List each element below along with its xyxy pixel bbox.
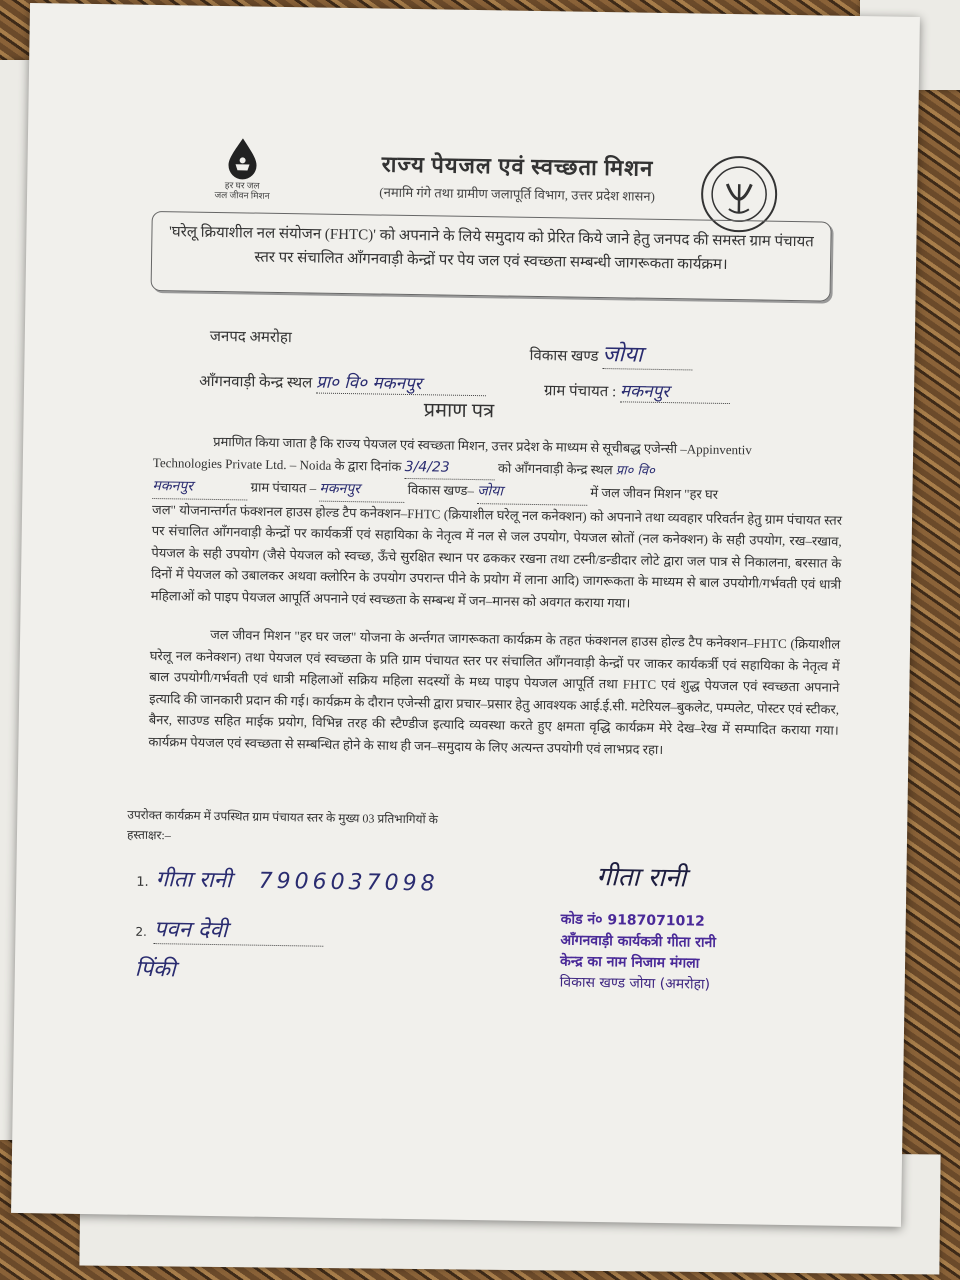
sig-number: 2.: [135, 924, 148, 939]
anganwadi-worker-signature: गीता रानी: [596, 862, 687, 894]
program-banner: 'घरेलू क्रियाशील नल संयोजन (FHTC)' को अपनाने के लिये समुदाय को प्रेरित किये जाने हेतु जनपद की समस्त ग्राम पंचायत स्तर पर संचालित आँगनवाड़ी केन्द्रों पर पेय जल एवं स्वच्छता सम्बन्धी जागरूकता कार्यक्रम।: [151, 211, 832, 302]
anganwadi-field: [199, 368, 486, 397]
para1-text: में जल जीवन मिशन "हर घर: [590, 484, 719, 502]
gram-panchayat-field: [544, 377, 730, 404]
certificate-paragraph-2: [148, 623, 840, 763]
para1-text: Technologies Private Ltd. – Noida के द्वारा दिनांक: [152, 454, 402, 474]
vikas-khand-label: विकास खण्ड: [529, 347, 599, 365]
para2-text: जल जीवन मिशन "हर घर जल" योजना के अर्न्तगत जागरूकता कार्यक्रम के तहत फंक्शनल हाउस होल्ड टैप कनेक्शन–FHTC (क्रियाशील घरेलू नल कनेक्शन) तथा पेयजल एवं स्वच्छता के प्रति ग्राम पंचायत स्तर पर संचालित आँगनवाड़ी केन्द्रों पर जाकर कार्यकर्त्री एवं सहायिका के नेतृत्व में बाल उपयोगी/गर्भवती एवं धात्री महिलाओं सक्रिय महिला सदस्यों के मध्य पाइप पेयजल आपूर्ति तथा FHTC एवं शुद्ध पेयजल एवं स्वच्छता अपनाने इत्यादि की जानकारी प्रदान की गई। कार्यक्रम के दौरान एजेन्सी द्वारा प्रचार–प्रसार हेतु आवश्यक आई.ई.सी. मटेरियल–बुकलेट, पम्पलेट, पोस्टर एवं स्टीकर, बैनर, साउण्ड सहित माईक प्रयोग, विभिन्न तरह की स्टैण्डीज इत्यादि व्यवस्था करते हुए क्षमता वृद्धि कार्यक्रम मेरे देख–रेख में सम्पादित कराया गया। कार्यक्रम पेयजल एवं स्वच्छता से सम्बन्धित होने के साथ ही जन–समुदाय के लिए अत्यन्त उपयोगी एवं लाभप्रद रहा।: [148, 626, 841, 757]
janpad-field: [210, 326, 292, 347]
certificate-paragraph-1: [151, 430, 844, 617]
para1-line1: प्रमाणित किया जाता है कि राज्य पेयजल एवं स्वच्छता मिशन, उत्तर प्रदेश के माध्यम से सूचीबद्ध एजेन्सी –Appinventiv: [213, 433, 752, 458]
para1-text: ग्राम पंचायत –: [250, 479, 317, 496]
vikas-khand-inline: जोया: [477, 481, 587, 505]
participants-note: [127, 805, 438, 850]
note-line2: हस्ताक्षर:–: [126, 827, 171, 843]
participant-3-name: पिंकी: [134, 956, 176, 983]
para1-text: को आँगनवाड़ी केन्द्र स्थल: [497, 459, 613, 477]
participant-1-name: गीता रानी: [155, 867, 232, 894]
sthal-value: प्रा० वि०: [615, 462, 655, 479]
logo-caption: हर घर जल: [224, 180, 260, 191]
gram-panchayat-label: ग्राम पंचायत :: [543, 383, 617, 401]
note-line1: उपरोक्त कार्यक्रम में उपस्थित ग्राम पंचायत स्तर के मुख्य 03 प्रतिभागियों के: [127, 807, 439, 827]
para1-rest: जल" योजनान्तर्गत फंक्शनल हाउस होल्ड टैप कनेक्शन–FHTC (क्रियाशील घरेलू नल कनेक्शन) को अपनाने तथा व्यवहार परिवर्तन हेतु ग्राम पंचायत स्तर पर संचालित आँगनवाड़ी केन्द्रों पर कार्यकर्त्री एवं सहायिका के नेतृत्व में नल से जल उपयोग, पेयजल स्रोतों (नल कनेक्शन) के सही उपयोग, रख–रखाव, पेयजल के सही उपयोग (जैसे पेयजल को स्वच्छ, ऊँचे सुरक्षित स्थान पर ढककर रखना तथा टस्नी/डन्डीदार लोटे द्वारा जल पात्र से निकालना, बरसात के दिनों में पेयजल को उबालकर अथवा क्लोरिन के उपयोग उपरान्त पीने के प्रयोग में लाना आदि) जागरूकता के माध्यम से बाल उपयोगी/गर्भवती एवं धात्री महिलाओं को पाइप पेयजल आपूर्ति अपनाने एवं स्वच्छता के सम्बन्ध में जन–मानस को अवगत कराया गया।: [150, 501, 843, 611]
janpad-label: जनपद: [209, 328, 246, 346]
participant-signature-1: [136, 863, 439, 898]
official-stamp: [560, 909, 791, 997]
stamp-line: विकास खण्ड जोया (अमरोहा): [559, 974, 711, 993]
stamp-line: आँगनवाड़ी कार्यकत्री गीता रानी: [560, 932, 717, 951]
participant-signature-3: [135, 953, 176, 984]
participant-signature-2: [135, 913, 324, 947]
janpad-value: अमरोहा: [249, 329, 292, 347]
stamp-line: केन्द्र का नाम निजाम मंगला: [559, 953, 700, 972]
gram-panchayat-inline: मकनपुर: [319, 479, 404, 503]
sthal-value-cont: मकनपुर: [152, 476, 247, 500]
document-page: [11, 3, 920, 1227]
anganwadi-value: प्रा० वि० मकनपुर: [316, 370, 486, 397]
vikas-khand-field: [529, 337, 692, 371]
logo-caption: जल जीवन मिशन: [214, 189, 270, 201]
stamp-line: कोड नं० 9187071012: [560, 911, 705, 930]
header-subtitle: (नमामि गंगे तथा ग्रामीण जलापूर्ति विभाग, उत्तर प्रदेश शासन): [379, 184, 655, 204]
participant-1-phone: 7906037098: [258, 868, 439, 897]
gram-panchayat-value: मकनपुर: [620, 378, 730, 404]
sig-number: 1.: [136, 874, 149, 890]
para1-text: विकास खण्ड–: [407, 482, 475, 499]
header-title: राज्य पेयजल एवं स्वच्छता मिशन: [381, 151, 654, 181]
vikas-khand-value: जोया: [602, 338, 692, 370]
anganwadi-label: आँगनवाड़ी केन्द्र स्थल: [199, 373, 313, 392]
certificate-title: प्रमाण पत्र: [423, 399, 495, 423]
participant-2-name: पवन देवी: [154, 913, 324, 947]
program-date: 3/4/23: [405, 456, 495, 480]
